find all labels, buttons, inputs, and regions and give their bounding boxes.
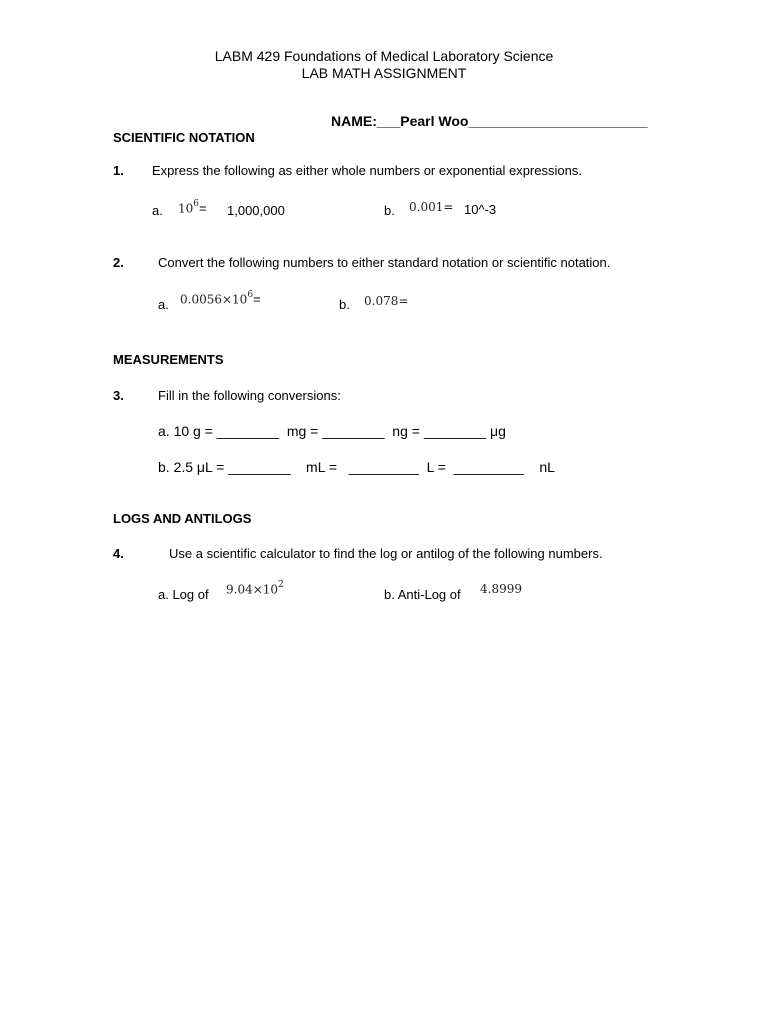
- question-2-text: Convert the following numbers to either standard notation or scientific notation.: [158, 255, 611, 270]
- section-scientific-notation: SCIENTIFIC NOTATION: [113, 130, 255, 145]
- question-4a-base: 9.04×10: [226, 582, 279, 597]
- course-title: LABM 429 Foundations of Medical Laboratory Science: [214, 48, 554, 64]
- name-line: NAME:___Pearl Woo_______________________: [331, 113, 648, 129]
- question-1a-label: a.: [152, 203, 163, 218]
- question-4a-label: a. Log of: [158, 587, 209, 602]
- question-4a-expression: [226, 581, 284, 597]
- question-1-text: Express the following as either whole numbers or exponential expressions.: [152, 163, 582, 178]
- question-3-number: 3.: [113, 388, 124, 403]
- question-2a-exponent: 6: [247, 290, 254, 300]
- question-4-text: Use a scientific calculator to find the log or antilog of the following numbers.: [169, 546, 603, 561]
- question-1b-answer: 10^-3: [464, 202, 497, 217]
- question-2a-label: a.: [158, 297, 169, 312]
- question-1-number: 1.: [113, 163, 124, 178]
- question-2b-expression: 0.078=: [364, 294, 409, 308]
- question-1a-answer: 1,000,000: [227, 203, 285, 218]
- question-1a-equals: =: [199, 200, 207, 216]
- question-3b-conversion: b. 2.5 μL = ________ mL = _________ L = _________ nL: [158, 459, 555, 475]
- question-4-number: 4.: [113, 546, 124, 561]
- question-2a-expression: [180, 291, 261, 307]
- section-logs-antilogs: LOGS AND ANTILOGS: [113, 511, 252, 526]
- question-1a-base: 10: [178, 201, 194, 216]
- question-1a-expression: [178, 200, 207, 216]
- question-4b-value: 4.8999: [480, 582, 522, 596]
- question-1b-expression: 0.001=: [409, 200, 454, 214]
- question-1b-label: b.: [384, 203, 395, 218]
- question-2-number: 2.: [113, 255, 124, 270]
- question-4b-label: b. Anti-Log of: [384, 587, 461, 602]
- question-4a-exponent: 2: [278, 580, 284, 590]
- question-2a-equals: =: [253, 291, 261, 307]
- question-3-text: Fill in the following conversions:: [158, 388, 341, 403]
- section-measurements: MEASUREMENTS: [113, 352, 224, 367]
- assignment-title: LAB MATH ASSIGNMENT: [301, 65, 467, 81]
- question-2a-base: 0.0056×10: [180, 292, 248, 307]
- question-2b-label: b.: [339, 297, 350, 312]
- question-3a-conversion: a. 10 g = ________ mg = ________ ng = ________ μg: [158, 423, 506, 439]
- question-1a-exponent: 6: [193, 199, 200, 209]
